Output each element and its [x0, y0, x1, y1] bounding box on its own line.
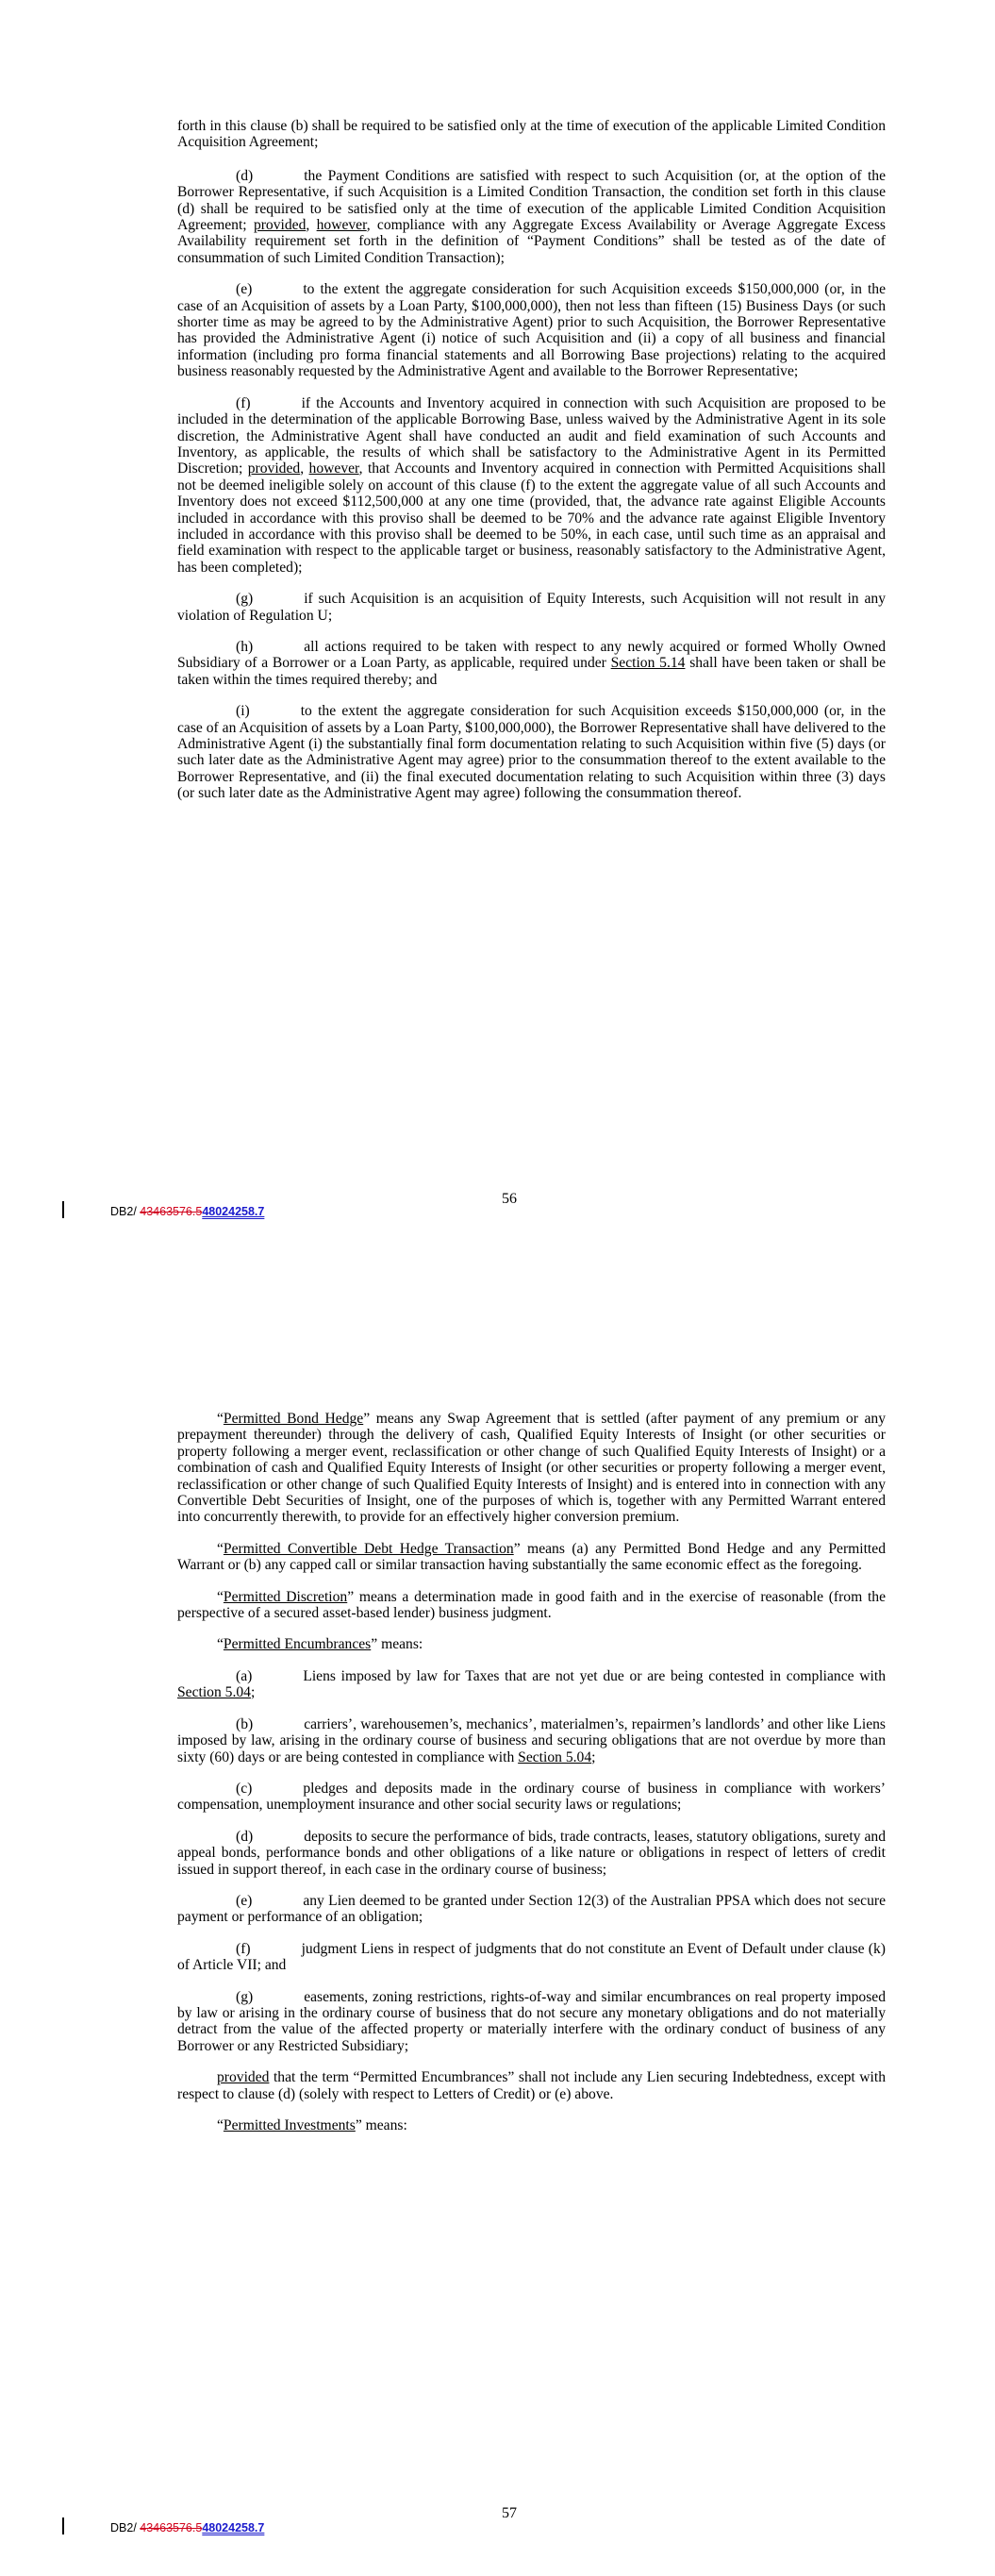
page-57-body	[177, 1411, 886, 2149]
however-term: however	[308, 460, 359, 477]
defined-term: Permitted Convertible Debt Hedge Transaction	[223, 1540, 514, 1557]
continuation-paragraph: forth in this clause (b) shall be required to be satisfied only at the time of execution of the applicable Limited Condition Acquisition Agreement;	[177, 118, 886, 151]
clause-g: (g) if such Acquisition is an acquisition of Equity Interests, such Acquisition will not result in any violation of Regulation U;	[177, 591, 886, 624]
section-reference: Section 5.14	[610, 655, 686, 672]
definition-permitted-convertible-debt-hedge: “Permitted Convertible Debt Hedge Transaction” means (a) any Permitted Bond Hedge and any Permitted Warrant or (b) any capped call or similar transaction having substantially the same economic effect as the foregoing.	[177, 1540, 886, 1574]
encumbrance-f: (f) judgment Liens in respect of judgments that do not constitute an Event of Default under clause (k) of Article VII; and	[177, 1940, 886, 1974]
defined-term: Permitted Bond Hedge	[223, 1411, 364, 1427]
defined-term: Permitted Discretion	[223, 1588, 348, 1605]
clause-d: (d) the Payment Conditions are satisfied with respect to such Acquisition (or, at the option of the Borrower Representative, if such Acquisition is a Limited Condition Transaction, the condition set forth in this clause (d) shall be required to be satisfied only at the time of execution of the applicable Limited Condition Acquisition Agreement; provided, however, compliance with any Aggregate Excess Availability or Average Aggregate Excess Availability requirement set forth in the definition of “Payment Conditions” shall be tested as of the date of consummation of such Limited Condition Transaction);	[177, 167, 886, 266]
provided-term: provided	[247, 460, 301, 477]
encumbrance-d: (d) deposits to secure the performance of bids, trade contracts, leases, statutory obligations, surety and appeal bonds, performance bonds and other obligations of a like nature or obligations in respect of letters of credit issued in support thereof, in each case in the ordinary course of business;	[177, 1828, 886, 1878]
provided-term: provided	[253, 217, 307, 234]
change-bar	[62, 1201, 64, 1218]
definition-permitted-bond-hedge: “Permitted Bond Hedge” means any Swap Agreement that is settled (after payment of any premium or any prepayment thereunder) through the delivery of cash, Qualified Equity Interests of Insight (or other securities or property following a merger event, reclassification or other change of such Qualified Equity Interests of Insight) or a combination of cash and Qualified Equity Interests of Insight (or other securities or property following a merger event, reclassification or other change of such Qualified Equity Interests of Insight) and is entered into in connection with any Convertible Debt Securities of Insight, one of the purposes of which is, together with any Permitted Warrant entered into concurrently therewith, to provide for an effectively higher conversion premium.	[177, 1411, 886, 1526]
clause-i: (i) to the extent the aggregate consideration for such Acquisition exceeds $150,000,000 (or, in the case of an Acquisition of assets by a Loan Party, $100,000,000), the Borrower Representative shall have delivered to the Administrative Agent (i) the substantially final form documentation relating to such Acquisition within five (5) days (or such later date as the Administrative Agent may agree) prior to the consummation thereof to the extent available to the Borrower Representative, and (ii) the final executed documentation relating to such Acquisition within three (3) days (or such later date as the Administrative Agent may agree) following the consummation thereof.	[177, 703, 886, 802]
encumbrance-c: (c) pledges and deposits made in the ordinary course of business in compliance with workers’ compensation, unemployment insurance and other social security laws or regulations;	[177, 1780, 886, 1814]
defined-term: Permitted Encumbrances	[223, 1636, 372, 1653]
definition-permitted-encumbrances: “Permitted Encumbrances” means:	[217, 1636, 423, 1653]
inserted-id: 48024258.7	[202, 1205, 265, 1218]
page-number: 56	[502, 1191, 517, 1207]
section-reference: Section 5.04	[177, 1684, 251, 1701]
page-56	[0, 0, 995, 1246]
page-56-body	[177, 118, 886, 817]
document-id: DB2/ 43463576.548024258.7	[110, 1205, 265, 1218]
encumbrance-a: (a) Liens imposed by law for Taxes that are not yet due or are being contested in compliance with Section 5.04;	[177, 1667, 886, 1701]
encumbrance-b: (b) carriers’, warehousemen’s, mechanics’, materialmen’s, repairmen’s landlords’ and other like Liens imposed by law, arising in the ordinary course of business and securing obligations that are not overdue by more than sixty (60) days or are being contested in compliance with Section 5.04;	[177, 1715, 886, 1765]
provided-term: provided	[217, 2069, 270, 2086]
deleted-id: 43463576.5	[140, 1205, 203, 1218]
deleted-id: 43463576.5	[140, 2521, 203, 2534]
inserted-id: 48024258.7	[202, 2521, 265, 2534]
change-bar	[62, 2517, 64, 2534]
clause-h: (h) all actions required to be taken with respect to any newly acquired or formed Wholly Owned Subsidiary of a Borrower or a Loan Party, as applicable, required under Section 5.14 shall have been taken or shall be taken within the times required thereby; and	[177, 638, 886, 688]
page-number: 57	[502, 2505, 517, 2521]
definition-permitted-investments: “Permitted Investments” means:	[217, 2117, 407, 2133]
clause-e: (e) to the extent the aggregate consideration for such Acquisition exceeds $150,000,000 (or, in the case of an Acquisition of assets by a Loan Party, $100,000,000), then not less than fifteen (15) Business Days (or such shorter time as may be agreed to by the Administrative Agent) prior to such Acquisition, the Borrower Representative has provided the Administrative Agent (i) notice of such Acquisition and (ii) a copy of all business and financial information (including pro forma financial statements and all Borrowing Base projections) relating to the acquired business reasonably requested by the Administrative Agent and available to the Borrower Representative;	[177, 281, 886, 380]
defined-term: Permitted Investments	[223, 2117, 356, 2133]
encumbrance-g: (g) easements, zoning restrictions, rights-of-way and similar encumbrances on real property imposed by law or arising in the ordinary course of business that do not secure any monetary obligations and do not materially detract from the value of the affected property or materially interfere with the ordinary conduct of business of any Borrower or any Restricted Subsidiary;	[177, 1988, 886, 2054]
however-term: however	[316, 217, 367, 234]
definition-permitted-discretion: “Permitted Discretion” means a determination made in good faith and in the exercise of reasonable (from the perspective of a secured asset-based lender) business judgment.	[177, 1588, 886, 1622]
document-id: DB2/ 43463576.548024258.7	[110, 2521, 265, 2534]
encumbrance-proviso: provided that the term “Permitted Encumbrances” shall not include any Lien securing Indebtedness, except with respect to clause (d) (solely with respect to Letters of Credit) or (e) above.	[177, 2069, 886, 2102]
clause-f: (f) if the Accounts and Inventory acquired in connection with such Acquisition are proposed to be included in the determination of the applicable Borrowing Base, unless waived by the Administrative Agent in its sole discretion, the Administrative Agent shall have conducted an audit and field examination of such Accounts and Inventory, as applicable, the results of which shall be satisfactory to the Administrative Agent in its Permitted Discretion; provided, however, that Accounts and Inventory acquired in connection with Permitted Acquisitions shall not be deemed ineligible solely on account of this clause (f) to the extent the aggregate value of all such Accounts and Inventory does not exceed $112,500,000 at any one time (provided, that, the advance rate against Eligible Accounts included in accordance with this proviso shall be deemed to be 70% and the advance rate against Eligible Inventory included in accordance with this proviso shall be deemed to be 50%, in each case, until such time as an appraisal and field examination with respect to the applicable target or business, reasonably satisfactory to the Administrative Agent, has been completed);	[177, 394, 887, 576]
section-reference: Section 5.04	[518, 1748, 592, 1765]
encumbrance-e: (e) any Lien deemed to be granted under Section 12(3) of the Australian PPSA which does not secure payment or performance of an obligation;	[177, 1892, 886, 1926]
page-57	[0, 1359, 995, 2576]
